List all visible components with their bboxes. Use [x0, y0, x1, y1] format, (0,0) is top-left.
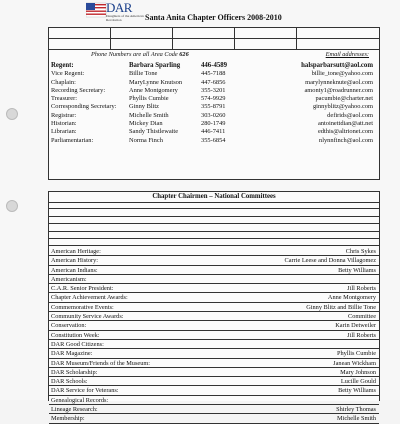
officer-phone: 446-7411 — [201, 128, 226, 136]
committee-row — [49, 396, 379, 405]
punch-hole — [6, 108, 18, 120]
committee-name: Membership: — [51, 415, 85, 423]
officer-row — [51, 120, 377, 128]
committee-name: Chapter Achievement Awards: — [51, 294, 128, 302]
committee-chair: Michelle Smith — [336, 415, 376, 423]
committee-name: DAR Service for Veterans: — [51, 387, 119, 395]
committee-chair: Mary Johnson — [340, 368, 376, 376]
officer-role: Parliamentarian: — [51, 136, 94, 144]
committee-row — [49, 312, 379, 321]
officer-name: Mickey Dian — [129, 120, 163, 128]
officers-list — [51, 62, 377, 145]
officer-row — [51, 62, 377, 70]
officer-name: Phyllis Cumbie — [129, 95, 169, 103]
committee-chair: Shirley Thomas — [336, 406, 376, 414]
committee-chair: Jill Roberts — [347, 331, 376, 339]
blank-rows — [49, 202, 379, 246]
committee-name: DAR Good Citizens: — [51, 340, 104, 348]
section-title: Chapter Chairmen – National Committees — [49, 192, 379, 203]
phone-note-row — [49, 51, 379, 61]
committee-name: C.A.R. Senior President: — [51, 285, 114, 293]
committee-row — [49, 386, 379, 395]
committee-name: DAR Schools: — [51, 378, 88, 386]
officer-phone: 303-0260 — [201, 111, 226, 119]
committee-name: DAR Scholarship: — [51, 368, 98, 376]
officer-name: MaryLynne Knutson — [129, 78, 183, 86]
officer-email[interactable]: marylynneknute@aol.com — [305, 78, 373, 86]
officer-row — [51, 112, 377, 120]
committee-row — [49, 247, 379, 256]
committee-chair: Betty Williams — [338, 266, 376, 274]
officer-email[interactable]: amonty1@roadrunner.com — [304, 86, 373, 94]
blank-grid — [49, 28, 379, 50]
committee-name: American History: — [51, 257, 99, 265]
punch-hole — [6, 200, 18, 212]
officer-phone: 355-8791 — [201, 103, 226, 111]
committee-chair: Carrie Leese and Donna Villagomez — [284, 257, 376, 265]
officer-row — [51, 70, 377, 78]
officer-name: Ginny Blitz — [129, 103, 159, 111]
officer-name: Sandy Thistlewaite — [129, 128, 179, 136]
officer-name: Michelle Smith — [129, 111, 169, 119]
committee-row — [49, 293, 379, 302]
officer-email[interactable]: billie_tone@yahoo.com — [311, 70, 373, 78]
committee-chair: Janean Wickham — [333, 359, 376, 367]
chairmen-list — [49, 247, 379, 424]
officer-row — [51, 137, 377, 145]
officer-phone: 574-9929 — [201, 95, 226, 103]
committee-chair: Betty Williams — [338, 387, 376, 395]
logo-subtitle: Daughters of the American Revolution — [106, 14, 144, 22]
committee-name: Conservation: — [51, 322, 87, 330]
officer-phone: 355-6854 — [201, 136, 226, 144]
committee-name: Lineage Research: — [51, 406, 98, 414]
chairmen-table — [48, 191, 380, 423]
committee-row — [49, 340, 379, 349]
committee-name: Genealogical Records: — [51, 396, 109, 404]
officer-role: Corresponding Secretary: — [51, 103, 117, 111]
officer-phone: 447-6856 — [201, 78, 226, 86]
committee-name: Commemorative Events: — [51, 303, 114, 311]
committee-row — [49, 377, 379, 386]
officer-phone: 446-4589 — [201, 62, 228, 69]
committee-name: Americanism: — [51, 275, 87, 283]
committee-row — [49, 405, 379, 414]
committee-chair: Lucille Gould — [340, 378, 376, 386]
officer-name: Billie Tone — [129, 70, 158, 78]
committee-row — [49, 275, 379, 284]
committee-chair: Chris Sykes — [345, 248, 376, 255]
committee-row — [49, 368, 379, 377]
officer-phone: 355-3201 — [201, 86, 226, 94]
officer-name: Barbara Sparling — [129, 62, 181, 69]
committee-name: American Heritage: — [51, 248, 101, 255]
officer-row — [51, 79, 377, 87]
officer-row — [51, 103, 377, 111]
committee-chair: Ginny Blitz and Billie Tone — [306, 303, 376, 311]
area-code: 626 — [179, 51, 189, 58]
officer-email[interactable]: pacumbie@charter.net — [315, 95, 373, 103]
officer-role: Treasurer: — [51, 95, 78, 103]
officer-role: Historian: — [51, 120, 77, 128]
committee-name: DAR Museum/Friends of the Museum: — [51, 359, 150, 367]
committee-chair: Phyllis Cumbie — [336, 350, 376, 358]
committee-name: Community Service Awards: — [51, 313, 124, 321]
committee-chair: Committee — [348, 313, 376, 321]
officers-table — [48, 27, 380, 180]
committee-chair: Karin Detweiler — [335, 322, 376, 330]
officer-role: Chaplain: — [51, 78, 76, 86]
officer-role: Regent: — [51, 62, 74, 69]
email-heading: Email addresses: — [325, 51, 369, 58]
committee-chair: Jill Roberts — [347, 285, 376, 293]
committee-row — [49, 256, 379, 265]
officer-email[interactable]: antoinettdian@att.net — [317, 120, 373, 128]
officer-email[interactable]: ginnyblitz@yahoo.com — [312, 103, 373, 111]
committee-row — [49, 284, 379, 293]
officer-email[interactable]: nlynnfinch@aol.com — [319, 136, 373, 144]
committee-row — [49, 321, 379, 330]
committee-row — [49, 349, 379, 358]
committee-row — [49, 266, 379, 275]
officer-email[interactable]: halsparbarsutt@aol.com — [301, 62, 373, 69]
committee-name: DAR Magazine: — [51, 350, 93, 358]
page-title: Santa Anita Chapter Officers 2008-2010 — [145, 13, 282, 22]
committee-row — [49, 359, 379, 368]
logo-text: DAR — [106, 0, 132, 15]
officer-role: Vice Regent: — [51, 70, 85, 78]
officer-name: Anne Montgomery — [129, 86, 178, 94]
officer-role: Librarian: — [51, 128, 77, 136]
officer-email[interactable]: defirids@aol.com — [327, 111, 373, 119]
officer-role: Recording Secretary: — [51, 86, 106, 94]
committee-row — [49, 303, 379, 312]
committee-name: Constitution Week: — [51, 331, 100, 339]
committee-name: American Indians: — [51, 266, 98, 274]
phone-note: Phone Numbers are all Area Code — [91, 51, 178, 58]
officer-phone: 445-7188 — [201, 70, 226, 78]
officer-row — [51, 128, 377, 136]
committee-row — [49, 414, 379, 423]
committee-row — [49, 331, 379, 340]
officer-row — [51, 95, 377, 103]
officer-email[interactable]: edthis@altrionet.com — [317, 128, 373, 136]
officer-role: Registrar: — [51, 111, 77, 119]
committee-chair: Anne Montgomery — [327, 294, 376, 302]
officer-phone: 280-1749 — [201, 120, 226, 128]
officer-row — [51, 87, 377, 95]
officer-name: Norma Finch — [129, 136, 163, 144]
